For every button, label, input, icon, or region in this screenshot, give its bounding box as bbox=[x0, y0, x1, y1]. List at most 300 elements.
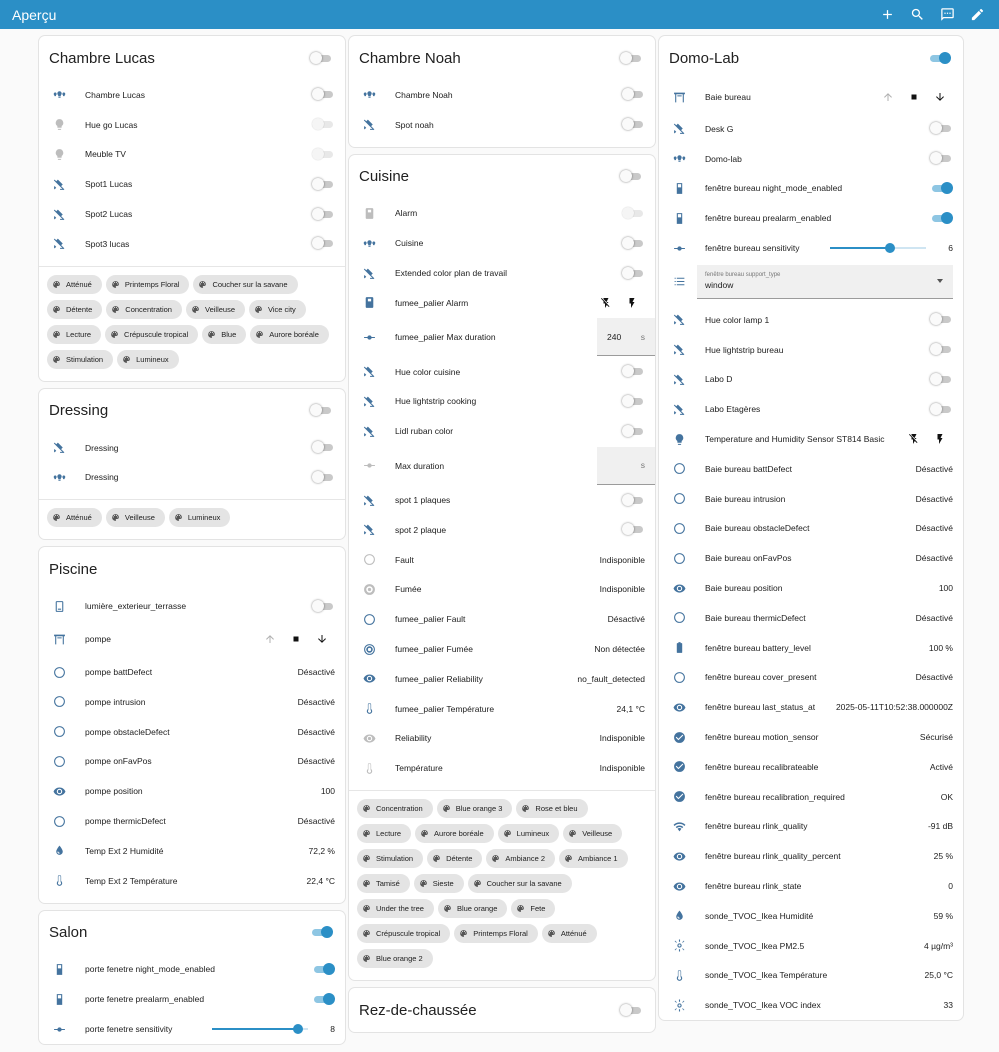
support-type-select[interactable] bbox=[697, 265, 953, 299]
entity-name: pompe intrusion bbox=[85, 696, 146, 707]
scene-chip-label: Printemps Floral bbox=[473, 929, 528, 939]
entity-row[interactable] bbox=[659, 752, 963, 782]
scene-chip[interactable] bbox=[202, 325, 246, 344]
scene-chip-label: Stimulation bbox=[376, 854, 414, 864]
circle-outline-icon bbox=[671, 610, 687, 626]
entity-toggle[interactable] bbox=[312, 178, 335, 191]
flash-icon[interactable] bbox=[619, 297, 645, 309]
eye-icon bbox=[361, 730, 377, 746]
palette-icon bbox=[503, 829, 517, 838]
entity-row[interactable] bbox=[39, 657, 345, 687]
entity-state: Indisponible bbox=[599, 763, 645, 774]
scene-chip-label: Vice city bbox=[268, 304, 296, 314]
entity-toggle[interactable] bbox=[930, 313, 953, 326]
scene-chip[interactable] bbox=[105, 325, 198, 344]
scene-chip[interactable] bbox=[47, 508, 102, 527]
entity-name: Meuble TV bbox=[85, 149, 126, 160]
entity-row[interactable] bbox=[659, 174, 963, 204]
scene-chip[interactable] bbox=[357, 924, 450, 943]
entity-row[interactable] bbox=[39, 776, 345, 806]
entity-state: 0 bbox=[948, 881, 953, 892]
entity-toggle[interactable] bbox=[930, 122, 953, 135]
lightbulb-icon bbox=[51, 117, 67, 133]
entity-name: Fault bbox=[395, 554, 414, 565]
entity-name: Hue go Lucas bbox=[85, 119, 138, 130]
scene-chip-label: Blue orange bbox=[456, 904, 498, 914]
entity-row[interactable] bbox=[349, 604, 655, 634]
scene-chip-label: Lumineux bbox=[516, 829, 550, 839]
scene-chip-label: Coucher sur la savane bbox=[212, 279, 288, 289]
entity-row[interactable] bbox=[39, 463, 345, 493]
number-unit: s bbox=[640, 460, 645, 471]
scene-chip[interactable] bbox=[357, 824, 411, 843]
scene-chip[interactable] bbox=[415, 824, 494, 843]
entity-name: Hue lightstrip bureau bbox=[705, 344, 784, 355]
palette-icon bbox=[52, 280, 66, 289]
slider-value: 8 bbox=[330, 1024, 335, 1035]
scene-chip-label: Détente bbox=[66, 304, 93, 314]
entity-name: pompe position bbox=[85, 786, 143, 797]
scene-chip[interactable] bbox=[454, 924, 538, 943]
spotlight-off-icon bbox=[361, 522, 377, 538]
edit-icon[interactable] bbox=[963, 0, 991, 29]
entity-row[interactable] bbox=[659, 990, 963, 1020]
entity-toggle[interactable] bbox=[930, 212, 953, 225]
column-3 bbox=[659, 36, 963, 1028]
entity-toggle[interactable] bbox=[312, 118, 335, 131]
palette-icon bbox=[362, 904, 376, 913]
entity-name: Lidl ruban color bbox=[395, 426, 454, 437]
entity-row[interactable] bbox=[659, 454, 963, 484]
entity-name: sonde_TVOC_Ikea Température bbox=[705, 970, 828, 981]
entity-row[interactable] bbox=[39, 984, 345, 1014]
scene-chip-label: Lumineux bbox=[136, 354, 169, 364]
entity-toggle[interactable] bbox=[312, 600, 335, 613]
scene-chip[interactable] bbox=[414, 874, 464, 893]
entity-toggle[interactable] bbox=[622, 523, 645, 536]
entity-state: 4 µg/m³ bbox=[924, 940, 953, 951]
card-toggle[interactable] bbox=[620, 52, 643, 65]
wifi-icon bbox=[671, 818, 687, 834]
remote-icon bbox=[51, 598, 67, 614]
entity-toggle[interactable] bbox=[622, 88, 645, 101]
scene-chip[interactable] bbox=[357, 899, 434, 918]
light-group-icon bbox=[51, 469, 67, 485]
entity-row[interactable] bbox=[39, 747, 345, 777]
entity-row[interactable] bbox=[659, 424, 963, 454]
entity-name: Baie bureau position bbox=[705, 583, 783, 594]
entity-row[interactable] bbox=[659, 961, 963, 991]
palette-icon bbox=[362, 804, 376, 813]
entity-toggle[interactable] bbox=[930, 152, 953, 165]
card-domo-lab bbox=[659, 36, 963, 1020]
entity-toggle[interactable] bbox=[622, 425, 645, 438]
flash-off-icon[interactable] bbox=[593, 297, 619, 309]
scene-chip[interactable] bbox=[186, 300, 245, 319]
entity-name: Chambre Noah bbox=[395, 89, 453, 100]
entity-row[interactable] bbox=[349, 318, 655, 357]
entity-row[interactable] bbox=[39, 140, 345, 170]
palette-icon bbox=[491, 854, 505, 863]
entity-toggle[interactable] bbox=[312, 963, 335, 976]
scene-chip[interactable] bbox=[47, 275, 102, 294]
eye-icon bbox=[361, 671, 377, 687]
check-circle-icon bbox=[671, 759, 687, 775]
palette-icon bbox=[362, 854, 376, 863]
entity-row[interactable] bbox=[39, 836, 345, 866]
entity-row[interactable] bbox=[659, 633, 963, 663]
select-label: fenêtre bureau support_type bbox=[705, 271, 781, 278]
entity-toggle[interactable] bbox=[312, 237, 335, 250]
entity-row[interactable] bbox=[659, 603, 963, 633]
entity-name: fumee_palier Reliability bbox=[395, 673, 483, 684]
scene-chip[interactable] bbox=[193, 275, 297, 294]
entity-name: porte fenetre prealarm_enabled bbox=[85, 994, 205, 1005]
entity-row[interactable] bbox=[659, 663, 963, 693]
scene-chip[interactable] bbox=[498, 824, 560, 843]
circle-outline-icon bbox=[671, 669, 687, 685]
sensitivity-slider[interactable] bbox=[830, 242, 926, 254]
scene-chip[interactable] bbox=[47, 300, 102, 319]
entity-toggle[interactable] bbox=[312, 441, 335, 454]
entity-row[interactable] bbox=[39, 433, 345, 463]
scene-chip[interactable] bbox=[511, 899, 555, 918]
entity-state: 25,0 °C bbox=[924, 970, 953, 981]
scene-chip[interactable] bbox=[516, 799, 587, 818]
entity-row[interactable] bbox=[39, 229, 345, 259]
entity-state: Indisponible bbox=[599, 554, 645, 565]
entity-row[interactable] bbox=[659, 394, 963, 424]
eye-icon bbox=[671, 878, 687, 894]
palette-icon bbox=[362, 879, 376, 888]
entity-toggle[interactable] bbox=[622, 494, 645, 507]
card-toggle[interactable] bbox=[310, 404, 333, 417]
add-icon[interactable] bbox=[873, 0, 901, 29]
circle-outline-icon bbox=[671, 491, 687, 507]
entity-row[interactable] bbox=[349, 258, 655, 288]
entity-name: Baie bureau onFavPos bbox=[705, 553, 792, 564]
entity-toggle[interactable] bbox=[930, 343, 953, 356]
water-percent-icon bbox=[671, 908, 687, 924]
entity-row[interactable] bbox=[659, 114, 963, 144]
entity-toggle[interactable] bbox=[312, 993, 335, 1006]
scene-chip-label: Atténué bbox=[560, 929, 587, 939]
scene-chip-label: Fete bbox=[530, 904, 546, 914]
entity-row[interactable] bbox=[659, 931, 963, 961]
card-toggle[interactable] bbox=[620, 170, 643, 183]
scene-chip[interactable] bbox=[117, 350, 179, 369]
entity-toggle[interactable] bbox=[622, 118, 645, 131]
card-title: Piscine bbox=[49, 560, 98, 578]
palette-icon bbox=[52, 513, 66, 522]
entity-name: Temp Ext 2 Humidité bbox=[85, 845, 164, 856]
entity-row[interactable] bbox=[39, 591, 345, 621]
card-salon bbox=[39, 911, 345, 1044]
scene-chip[interactable] bbox=[357, 849, 423, 868]
scene-chip[interactable] bbox=[468, 874, 572, 893]
entity-state: 24,1 °C bbox=[616, 703, 645, 714]
entity-row[interactable] bbox=[659, 305, 963, 335]
entity-name: fumee_palier Température bbox=[395, 703, 495, 714]
entity-name: Alarm bbox=[395, 208, 418, 219]
flash-off-icon[interactable] bbox=[901, 433, 927, 445]
entity-row[interactable] bbox=[659, 144, 963, 174]
entity-name: spot 2 plaque bbox=[395, 524, 447, 535]
entity-toggle[interactable] bbox=[930, 182, 953, 195]
entity-row[interactable] bbox=[349, 357, 655, 387]
entity-row[interactable] bbox=[659, 782, 963, 812]
card-toggle[interactable] bbox=[310, 52, 333, 65]
scene-chip[interactable] bbox=[47, 325, 101, 344]
entity-toggle[interactable] bbox=[312, 88, 335, 101]
entity-row[interactable] bbox=[659, 514, 963, 544]
scene-chip-label: Lumineux bbox=[187, 513, 221, 523]
spotlight-off-icon bbox=[361, 492, 377, 508]
entity-name: Baie bureau intrusion bbox=[705, 493, 786, 504]
entity-row[interactable] bbox=[39, 169, 345, 199]
palette-icon bbox=[432, 854, 446, 863]
entity-row[interactable] bbox=[659, 335, 963, 365]
palette-icon bbox=[111, 513, 125, 522]
entity-row[interactable] bbox=[349, 575, 655, 605]
light-group-icon bbox=[671, 151, 687, 167]
entity-name: fenêtre bureau motion_sensor bbox=[705, 732, 819, 743]
scene-chip[interactable] bbox=[169, 508, 231, 527]
scene-chip-label: Rose et bleu bbox=[535, 804, 578, 814]
scene-chip[interactable] bbox=[563, 824, 622, 843]
palette-icon bbox=[174, 513, 188, 522]
arrow-down-icon[interactable] bbox=[309, 633, 335, 645]
entity-toggle[interactable] bbox=[930, 403, 953, 416]
battery-icon bbox=[671, 640, 687, 656]
palette-icon bbox=[191, 305, 205, 314]
entity-row[interactable] bbox=[349, 485, 655, 515]
scene-chip[interactable] bbox=[47, 350, 113, 369]
arrow-up-icon[interactable] bbox=[875, 91, 901, 103]
entity-name: fumee_palier Max duration bbox=[395, 332, 496, 343]
entity-row[interactable] bbox=[39, 110, 345, 140]
scene-chip[interactable] bbox=[542, 924, 597, 943]
entity-state: Désactivé bbox=[607, 614, 645, 625]
card-toggle[interactable] bbox=[928, 52, 951, 65]
entity-row[interactable] bbox=[349, 446, 655, 485]
entity-state: no_fault_detected bbox=[577, 673, 645, 684]
entity-name: fenêtre bureau prealarm_enabled bbox=[705, 213, 832, 224]
entity-row[interactable] bbox=[659, 841, 963, 871]
entity-row[interactable] bbox=[659, 484, 963, 514]
flash-icon[interactable] bbox=[927, 433, 953, 445]
palette-icon bbox=[111, 280, 125, 289]
entity-name: pompe battDefect bbox=[85, 667, 153, 678]
spotlight-off-icon bbox=[51, 440, 67, 456]
entity-name: Spot noah bbox=[395, 119, 434, 130]
entity-row[interactable] bbox=[349, 199, 655, 229]
scene-chip[interactable] bbox=[427, 849, 482, 868]
entity-row[interactable] bbox=[349, 545, 655, 575]
entity-name: Spot2 Lucas bbox=[85, 209, 133, 220]
entity-toggle[interactable] bbox=[622, 267, 645, 280]
entity-row[interactable] bbox=[349, 753, 655, 783]
number-input[interactable] bbox=[597, 318, 655, 356]
entity-name: Dressing bbox=[85, 442, 119, 453]
scene-chip[interactable] bbox=[106, 300, 182, 319]
scene-chip[interactable] bbox=[357, 949, 433, 968]
entity-row[interactable] bbox=[349, 634, 655, 664]
entity-toggle[interactable] bbox=[312, 208, 335, 221]
entity-row[interactable] bbox=[659, 573, 963, 603]
palette-icon bbox=[521, 804, 535, 813]
entity-row[interactable] bbox=[349, 288, 655, 318]
entity-name: fenêtre bureau night_mode_enabled bbox=[705, 183, 843, 194]
entity-row[interactable] bbox=[659, 543, 963, 573]
thermometer-icon bbox=[361, 760, 377, 776]
scene-chip-label: Tamisé bbox=[376, 879, 400, 889]
entity-row[interactable] bbox=[349, 228, 655, 258]
scene-chip[interactable] bbox=[357, 799, 433, 818]
palette-icon bbox=[459, 929, 473, 938]
scene-chip[interactable] bbox=[250, 325, 329, 344]
spotlight-off-icon bbox=[361, 423, 377, 439]
card-toggle[interactable] bbox=[310, 926, 333, 939]
select-row[interactable] bbox=[659, 263, 963, 301]
ray-vertex-icon bbox=[671, 240, 687, 256]
scene-chip-label: Sieste bbox=[432, 879, 454, 889]
card-rez-de-chaussee bbox=[349, 988, 655, 1032]
entity-name: sonde_TVOC_Ikea PM2.5 bbox=[705, 940, 805, 951]
eye-icon bbox=[671, 848, 687, 864]
entity-row[interactable] bbox=[349, 80, 655, 110]
stop-icon[interactable] bbox=[283, 633, 309, 645]
scene-chip[interactable] bbox=[106, 508, 165, 527]
entity-name: Cuisine bbox=[395, 238, 424, 249]
entity-row[interactable] bbox=[39, 955, 345, 985]
arrow-up-icon[interactable] bbox=[257, 633, 283, 645]
entity-row[interactable] bbox=[659, 901, 963, 931]
scene-chip[interactable] bbox=[559, 849, 628, 868]
spotlight-off-icon bbox=[361, 393, 377, 409]
entity-toggle[interactable] bbox=[930, 373, 953, 386]
circle-outline-icon bbox=[51, 813, 67, 829]
cover-row[interactable] bbox=[659, 80, 963, 114]
scene-chip[interactable] bbox=[437, 799, 513, 818]
entity-state: Non détectée bbox=[594, 644, 645, 655]
entity-toggle[interactable] bbox=[622, 237, 645, 250]
entity-row[interactable] bbox=[659, 203, 963, 233]
entity-toggle[interactable] bbox=[312, 148, 335, 161]
entity-row[interactable] bbox=[349, 694, 655, 724]
assist-icon[interactable] bbox=[933, 0, 961, 29]
slider-row[interactable] bbox=[659, 233, 963, 263]
scene-chip-label: Lecture bbox=[376, 829, 402, 839]
card-title: Chambre Noah bbox=[359, 49, 461, 67]
card-title: Salon bbox=[49, 924, 88, 942]
palette-icon bbox=[442, 804, 456, 813]
circle-outline-icon bbox=[671, 520, 687, 536]
remote-icon bbox=[361, 295, 377, 311]
palette-icon bbox=[362, 929, 376, 938]
entity-row[interactable] bbox=[659, 692, 963, 722]
entity-toggle[interactable] bbox=[622, 395, 645, 408]
scene-chip[interactable] bbox=[486, 849, 555, 868]
entity-row[interactable] bbox=[39, 717, 345, 747]
entity-row[interactable] bbox=[39, 806, 345, 836]
scene-chip-label: Concentration bbox=[376, 804, 423, 814]
entity-name: lumière_exterieur_terrasse bbox=[85, 601, 187, 612]
cover-row[interactable] bbox=[39, 621, 345, 657]
scene-chip-label: Crépuscule tropical bbox=[376, 929, 441, 939]
entity-state: 2025-05-11T10:52:38.000000Z bbox=[835, 702, 953, 713]
entity-row[interactable] bbox=[659, 365, 963, 395]
scene-chip[interactable] bbox=[357, 874, 410, 893]
scene-chip[interactable] bbox=[249, 300, 306, 319]
entity-row[interactable] bbox=[349, 110, 655, 140]
entity-toggle[interactable] bbox=[312, 471, 335, 484]
number-input[interactable] bbox=[597, 447, 655, 485]
scene-chip-label: Atténué bbox=[66, 279, 92, 289]
sensitivity-slider[interactable] bbox=[212, 1023, 308, 1035]
entity-name: Desk G bbox=[705, 123, 734, 134]
scene-chip-label: Coucher sur la savane bbox=[486, 879, 562, 889]
entity-row[interactable] bbox=[39, 80, 345, 110]
entity-row[interactable] bbox=[349, 515, 655, 545]
entity-row[interactable] bbox=[659, 812, 963, 842]
palette-icon bbox=[198, 280, 212, 289]
entity-state: Désactivé bbox=[915, 523, 953, 534]
check-circle-icon bbox=[671, 729, 687, 745]
entity-row[interactable] bbox=[39, 687, 345, 717]
slider-row[interactable] bbox=[39, 1014, 345, 1044]
palette-icon bbox=[111, 305, 125, 314]
circle-outline-icon bbox=[671, 550, 687, 566]
search-icon[interactable] bbox=[903, 0, 931, 29]
entity-row[interactable] bbox=[349, 416, 655, 446]
entity-row[interactable] bbox=[39, 199, 345, 229]
entity-state: 100 bbox=[938, 583, 953, 594]
entity-toggle[interactable] bbox=[622, 207, 645, 220]
select-value: window bbox=[705, 279, 734, 290]
entity-row[interactable] bbox=[659, 722, 963, 752]
scene-chip[interactable] bbox=[106, 275, 190, 294]
entity-row[interactable] bbox=[349, 664, 655, 694]
entity-state: 100 % bbox=[928, 642, 953, 653]
entity-name: fenêtre bureau last_status_at bbox=[705, 702, 816, 713]
scene-chip-label: Under the tree bbox=[376, 904, 424, 914]
entity-toggle[interactable] bbox=[622, 365, 645, 378]
entity-row[interactable] bbox=[39, 866, 345, 896]
entity-row[interactable] bbox=[349, 387, 655, 417]
stop-icon[interactable] bbox=[901, 91, 927, 103]
entity-row[interactable] bbox=[659, 871, 963, 901]
scene-chip[interactable] bbox=[438, 899, 507, 918]
molecule-icon bbox=[671, 938, 687, 954]
entity-name: fumee_palier Fault bbox=[395, 614, 466, 625]
sensor-list bbox=[659, 454, 963, 1020]
entity-name: fenêtre bureau rlink_quality_percent bbox=[705, 851, 841, 862]
card-toggle[interactable] bbox=[620, 1004, 643, 1017]
pergola-icon bbox=[51, 631, 67, 647]
entity-state: Désactivé bbox=[297, 816, 335, 827]
smoke-detector-icon bbox=[361, 641, 377, 657]
card-title: Dressing bbox=[49, 402, 109, 420]
scene-chip-label: Aurore boréale bbox=[434, 829, 484, 839]
entity-state: 59 % bbox=[933, 910, 953, 921]
entity-name: Hue lightstrip cooking bbox=[395, 396, 477, 407]
entity-row[interactable] bbox=[349, 724, 655, 754]
format-list-icon bbox=[671, 274, 687, 290]
arrow-down-icon[interactable] bbox=[927, 91, 953, 103]
entity-state: 72,2 % bbox=[308, 845, 335, 856]
entity-name: Fumée bbox=[395, 584, 422, 595]
